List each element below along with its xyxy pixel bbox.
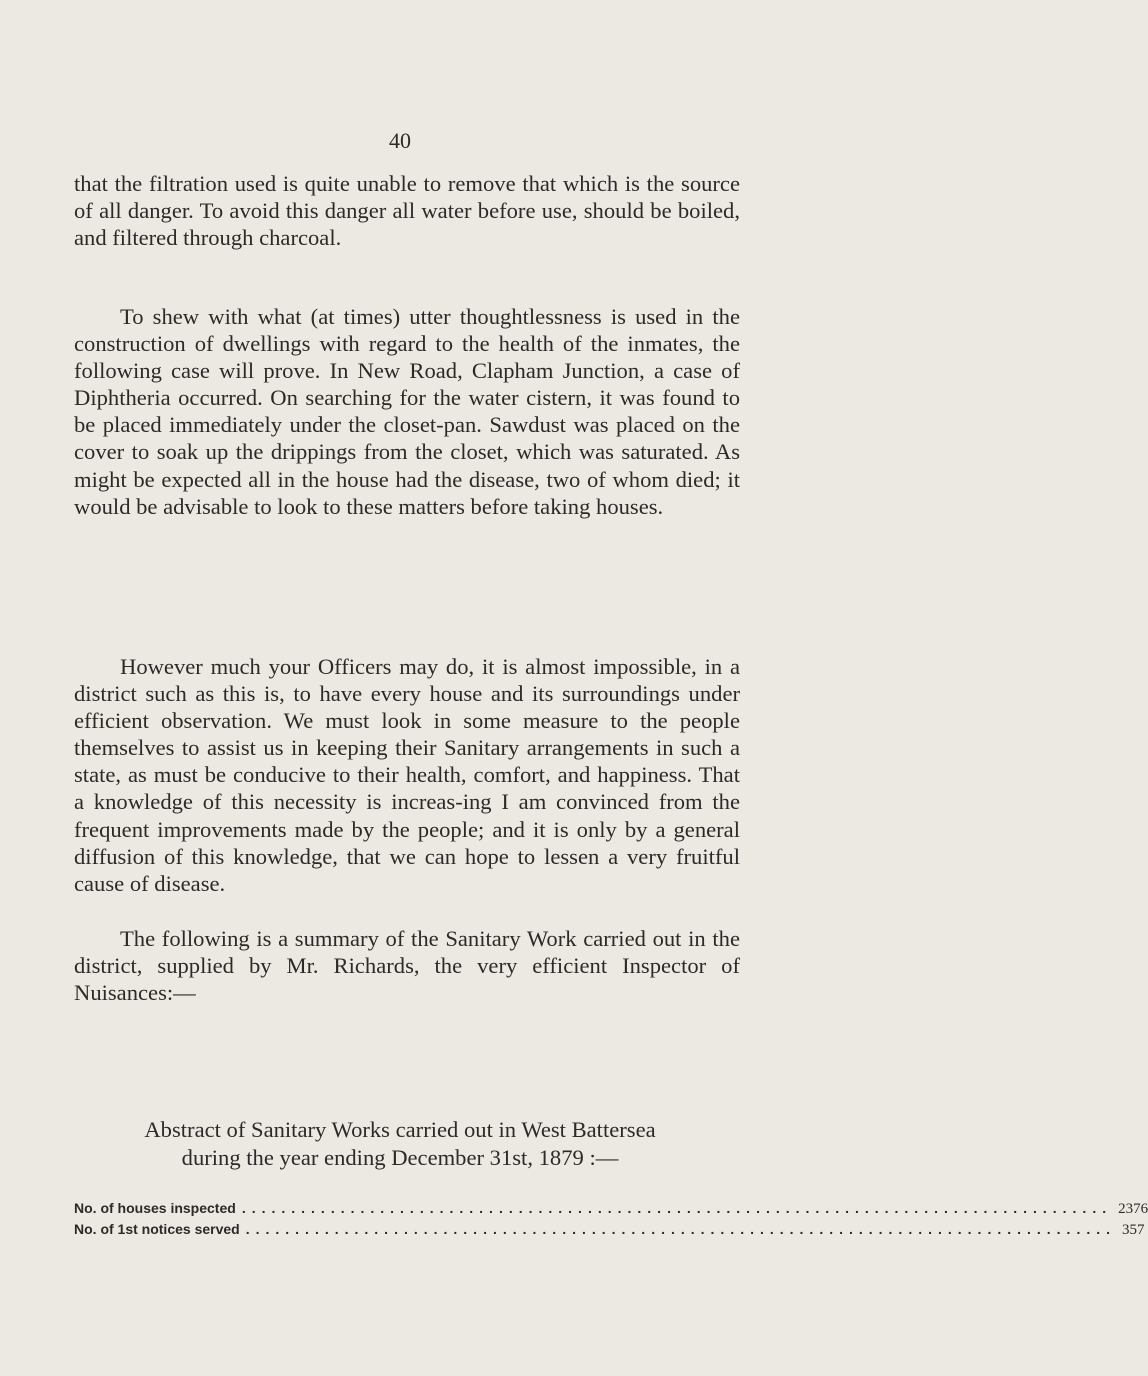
paragraph-diphtheria-case: To shew with what (at times) utter thoughtlessness is used in the construction of dwellings with regard to the health of the inmates, the following case will prove. In New Road, Clapham Junction, a case of Diphtheria occurred. On searching for the water cistern, it was found to be placed immediately under the closet-pan. Sawdust was placed on the cover to soak up the drippings from the closet, which was saturated. As might be expected all in the house had the disease, two of whom died; it would be advisable to look to these matters before taking houses. [74, 304, 740, 519]
abstract-title-line-1: Abstract of Sanitary Works carried out in West Battersea [144, 1117, 656, 1142]
paragraph-officers-observation: However much your Officers may do, it is almost impossible, in a district such as this is, to have every house and its surroundings under efficient observation. We must look in some measure to the people themselves to assist us in keeping their Sanitary arrangements in such a state, as must be conducive to their health, comfort, and happiness. That a knowledge of this necessity is increas-ing I am convinced from the frequent improvements made by the people; and it is only by a general diffusion of this knowledge, that we can hope to lessen a very fruitful cause of disease. [74, 654, 740, 896]
page-number: 40 [389, 128, 411, 153]
row-value-notices-served: 357 [1122, 1222, 1145, 1238]
dot-leader: ........................................................................................ [241, 1200, 1113, 1216]
table-row [74, 1221, 1145, 1242]
table-row [74, 1200, 1148, 1221]
row-value-houses-inspected: 2376 [1118, 1201, 1148, 1217]
sanitary-works-table [74, 1200, 1148, 1242]
abstract-title [60, 1116, 740, 1171]
row-label-houses-inspected: No. of houses inspected [74, 1200, 236, 1216]
row-label-notices-served: No. of 1st notices served [74, 1221, 240, 1237]
abstract-title-line-2: during the year ending December 31st, 1879 :— [181, 1144, 619, 1170]
dot-leader: ........................................................................................ [245, 1221, 1117, 1237]
paragraph-summary-intro: The following is a summary of the Sanitary Work carried out in the district, supplied by Mr. Richards, the very efficient Inspector of Nuisances:— [74, 926, 740, 1006]
paragraph-filtration: that the filtration used is quite unable to remove that which is the source of all danger. To avoid this danger all water before use, should be boiled, and filtered through charcoal. [74, 171, 740, 251]
